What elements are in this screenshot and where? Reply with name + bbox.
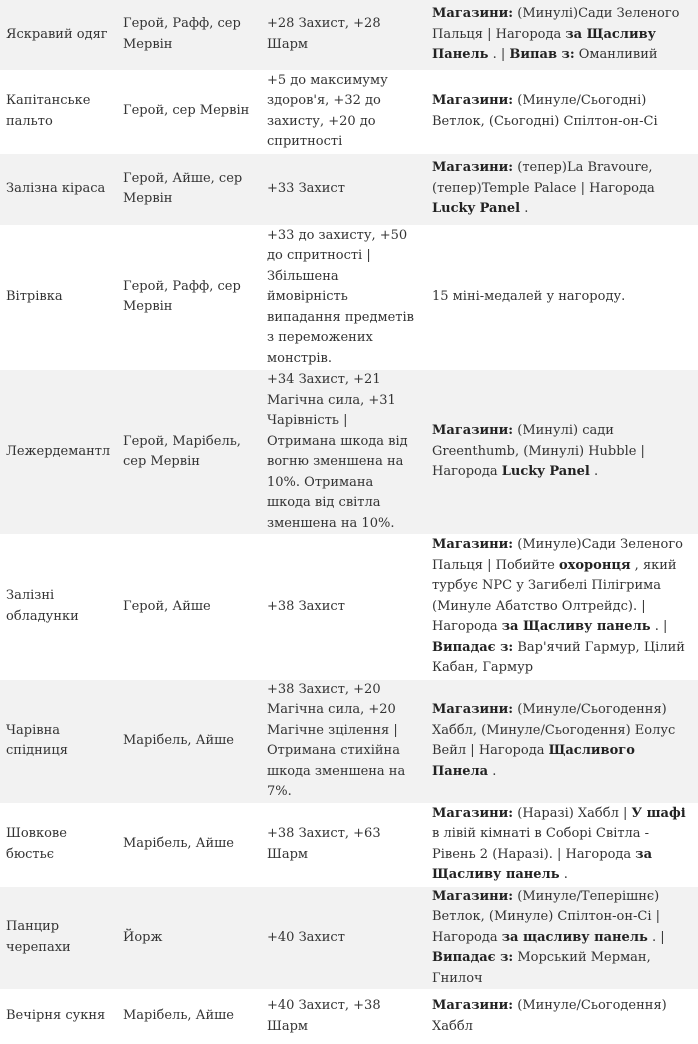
item-name: Капітанське пальто	[0, 70, 117, 153]
item-users: Йорж	[117, 886, 257, 990]
item-source	[424, 153, 698, 225]
source-highlight: Магазини:	[432, 998, 514, 1013]
item-source	[424, 886, 698, 990]
table-row	[0, 886, 698, 990]
source-text: .	[520, 201, 529, 217]
source-highlight: за щасливу панель	[501, 929, 648, 945]
source-highlight: Магазини:	[432, 6, 514, 21]
source-text: .	[559, 867, 568, 882]
source-text: (Наразі) Хаббл |	[513, 805, 632, 821]
item-source	[424, 70, 698, 153]
source-highlight: за Щасливу панель	[432, 846, 653, 882]
item-name: Чарівна спідниця	[0, 679, 117, 803]
table-row	[0, 70, 698, 153]
source-text: . |	[488, 47, 510, 62]
source-text: (Минуле/Сьогодення) Хаббл	[432, 998, 667, 1034]
item-name: Яскравий одяг	[0, 0, 117, 70]
source-text: (Минуле)Сади Зеленого Пальця | Побийте	[432, 537, 683, 573]
item-users: Марібель, Айше	[117, 990, 257, 1044]
item-users: Герой, Айше	[117, 535, 257, 680]
item-name: Шовкове бюстьє	[0, 803, 117, 886]
item-users: Марібель, Айше	[117, 803, 257, 886]
source-text: Вар'ячий Гармур, Цілий Кабан, Гармур	[432, 639, 685, 675]
item-name: Панцир черепахи	[0, 886, 117, 990]
source-text: (Минуле/Сьогодні) Ветлок, (Сьогодні) Спілтон-он-Сі	[432, 93, 658, 129]
source-highlight: за Щасливу панель	[501, 619, 651, 634]
source-text: Оманливий	[574, 47, 658, 62]
source-highlight: Магазини:	[432, 702, 514, 717]
source-text: в лівій кімнаті в Соборі Світла - Рівень 2 (Наразі). | Нагорода	[432, 826, 650, 862]
table-row	[0, 370, 698, 535]
item-name: Залізні обладунки	[0, 535, 117, 680]
source-highlight: Магазини:	[432, 888, 514, 904]
source-highlight: Щасливого Панела	[432, 743, 635, 779]
source-text: (Минулі)Сади Зеленого Пальця | Нагорода	[432, 6, 680, 42]
source-highlight: Магазини:	[432, 805, 514, 821]
item-stats: +38 Захист, +63 Шарм	[257, 803, 424, 886]
item-source	[424, 370, 698, 535]
item-stats: +28 Захист, +28 Шарм	[257, 0, 424, 70]
source-text: , який турбує NPC у Загибелі Пілігрима (Минуле Абатство Олтрейдс). | Нагорода	[432, 557, 677, 634]
source-highlight: Lucky Panel	[501, 464, 590, 480]
item-users: Марібель, Айше	[117, 679, 257, 803]
source-highlight: Магазини:	[432, 537, 514, 552]
source-highlight: Випадає з:	[432, 639, 514, 655]
item-source	[424, 803, 698, 886]
item-name: Лежердемантл	[0, 370, 117, 535]
item-stats: +34 Захист, +21 Магічна сила, +31 Чарівність | Отримана шкода від вогню зменшена на 10%. Отримана шкода від світла зменшена на 10%.	[257, 370, 424, 535]
source-text: Морський Мерман, Гнилоч	[432, 950, 651, 986]
item-name: Вечірня сукня	[0, 990, 117, 1044]
source-highlight: Магазини:	[432, 160, 514, 176]
item-users: Герой, Рафф, сер Мервін	[117, 225, 257, 370]
source-text: (Минулі) сади Greenthumb, (Минулі) Hubble | Нагорода	[432, 423, 645, 480]
source-highlight: за Щасливу Панель	[432, 26, 656, 62]
source-text: (тепер)La Bravoure, (тепер)Temple Palace | Нагорода	[432, 160, 655, 196]
item-users: Герой, Рафф, сер Мервін	[117, 0, 257, 70]
source-highlight: Випав з:	[509, 47, 575, 62]
table-row	[0, 679, 698, 803]
source-text: .	[488, 763, 497, 779]
item-source	[424, 225, 698, 370]
table-row	[0, 803, 698, 886]
item-source	[424, 990, 698, 1044]
item-stats: +40 Захист	[257, 886, 424, 990]
table-row	[0, 0, 698, 70]
source-text: 15 міні-медалей у нагороду.	[432, 289, 626, 304]
source-highlight: У шафі	[631, 805, 686, 821]
item-users: Герой, Айше, сер Мервін	[117, 153, 257, 225]
item-name: Залізна кіраса	[0, 153, 117, 225]
item-name: Вітрівка	[0, 225, 117, 370]
source-text: (Минуле/Сьогодення) Хаббл, (Минуле/Сьогодення) Еолус Вейл | Нагорода	[432, 702, 676, 758]
source-highlight: охоронця	[558, 557, 631, 573]
source-highlight: Магазини:	[432, 423, 514, 439]
item-users: Герой, сер Мервін	[117, 70, 257, 153]
source-highlight: Випадає з:	[432, 950, 514, 965]
table-row	[0, 990, 698, 1044]
item-source	[424, 535, 698, 680]
table-row	[0, 535, 698, 680]
item-stats: +38 Захист, +20 Магічна сила, +20 Магічне зцілення | Отримана стихійна шкода зменшена на 7%.	[257, 679, 424, 803]
item-stats: +33 Захист	[257, 153, 424, 225]
source-highlight: Магазини:	[432, 93, 514, 108]
item-stats: +5 до максимуму здоров'я, +32 до захисту, +20 до спритності	[257, 70, 424, 153]
source-highlight: Lucky Panel	[432, 201, 521, 217]
table-row	[0, 153, 698, 225]
source-text: (Минуле/Теперішнє) Ветлок, (Минуле) Спілтон-он-Сі | Нагорода	[432, 888, 661, 945]
source-text: . |	[647, 929, 665, 945]
item-users: Герой, Марібель, сер Мервін	[117, 370, 257, 535]
source-text: . |	[650, 619, 668, 634]
table-row	[0, 225, 698, 370]
source-text: .	[589, 464, 599, 480]
item-source	[424, 0, 698, 70]
item-stats: +38 Захист	[257, 535, 424, 680]
item-stats: +33 до захисту, +50 до спритності | Збільшена ймовірність випадання предметів з переможених монстрів.	[257, 225, 424, 370]
item-source	[424, 679, 698, 803]
item-stats: +40 Захист, +38 Шарм	[257, 990, 424, 1044]
